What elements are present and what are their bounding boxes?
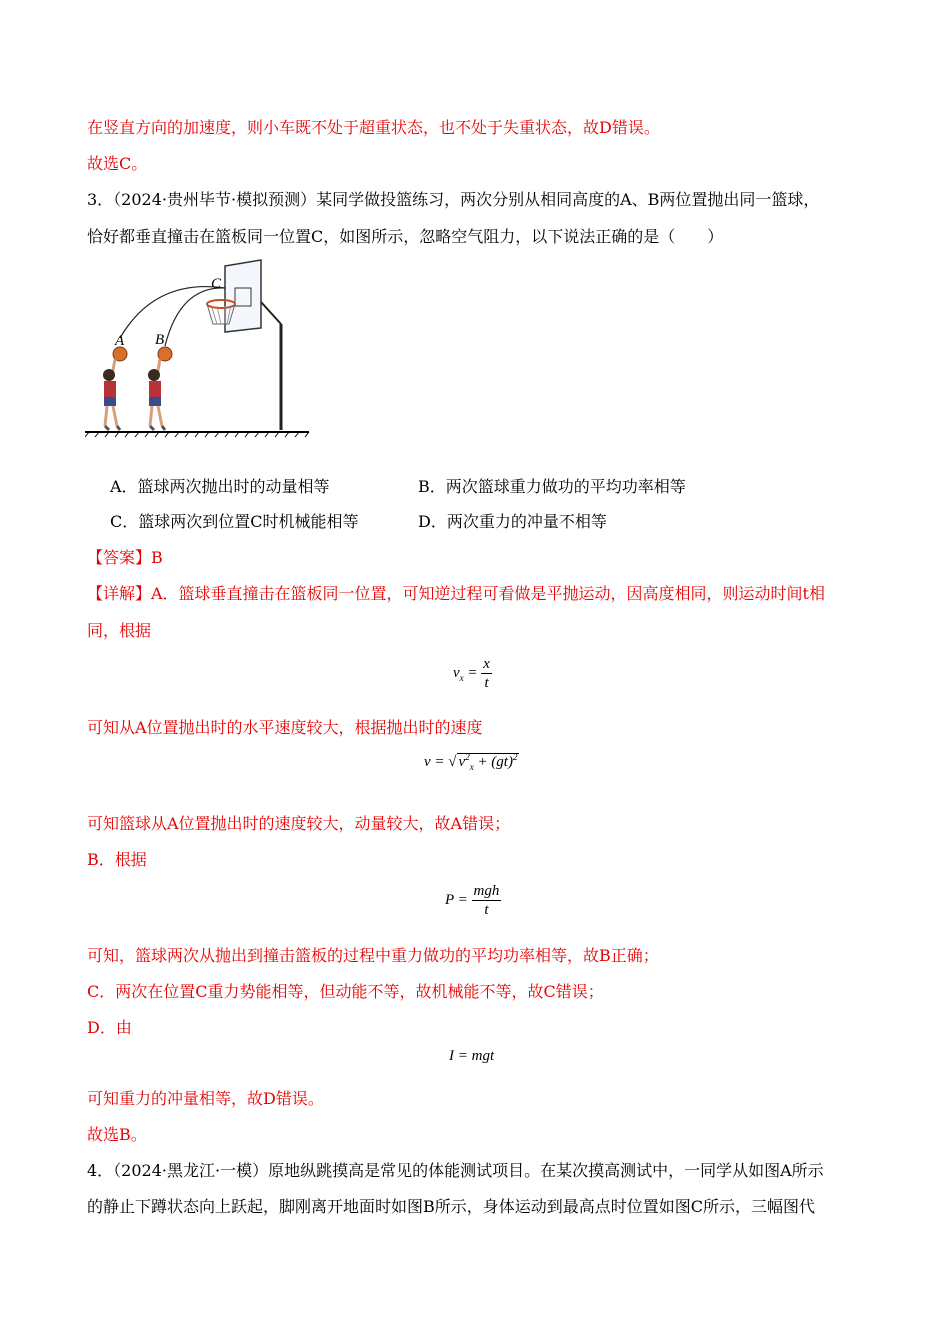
- formula-vx: $v_x$ = $\frac{x}{t}$: [453, 656, 490, 691]
- formula-p: P = $\frac{\text{mgh}}{t}$: [445, 883, 500, 918]
- option-d: D．两次重力的冲量不相等: [418, 512, 607, 531]
- detail-line: B．根据: [87, 850, 147, 869]
- label-a: A: [115, 333, 125, 349]
- option-a: A．篮球两次抛出时的动量相等: [110, 477, 330, 496]
- player-a-icon: [103, 359, 120, 430]
- detail-line: 同，根据: [87, 621, 152, 640]
- text-line: 在竖直方向的加速度，则小车既不处于超重状态，也不处于失重状态，故D错误。: [87, 118, 660, 137]
- detail-line: 【详解】A．篮球垂直撞击在篮板同一位置，可知逆过程可看做是平抛运动，因高度相同，则运动时间t相: [87, 584, 825, 603]
- formula-v: v = √ $v^2_x + (gt)^2$: [424, 752, 518, 772]
- question-3-line-1: 3．（2024·贵州毕节·模拟预测）某同学做投篮练习，两次分别从相同高度的A、B两位置抛出同一篮球，: [87, 190, 820, 209]
- label-c: C: [211, 276, 222, 292]
- detail-line: 可知篮球从A位置抛出时的速度较大，动量较大，故A错误；: [87, 814, 511, 833]
- detail-line: C．两次在位置C重力势能相等，但动能不等，故机械能不等，故C错误；: [87, 982, 604, 1001]
- answer-line: 【答案】B: [87, 548, 163, 567]
- detail-line: D．由: [87, 1018, 132, 1037]
- formula-i: I = mgt: [449, 1048, 495, 1064]
- detail-line: 故选B。: [87, 1125, 147, 1144]
- detail-line: 可知重力的冲量相等，故D错误。: [87, 1089, 324, 1108]
- basketball-figure: [85, 258, 315, 438]
- question-4-line-1: 4．（2024·黑龙江·一模）原地纵跳摸高是常见的体能测试项目。在某次摸高测试中，一同学从如图A所示: [87, 1161, 824, 1180]
- question-3-line-2: 恰好都垂直撞击在篮板同一位置C，如图所示，忽略空气阻力，以下说法正确的是（ ）: [87, 227, 724, 246]
- option-c: C．篮球两次到位置C时机械能相等: [110, 512, 359, 531]
- text-line: 故选C。: [87, 154, 148, 173]
- player-b-icon: [148, 359, 165, 430]
- detail-line: 可知，篮球两次从抛出到撞击篮板的过程中重力做功的平均功率相等，故B正确；: [87, 946, 659, 965]
- detail-line: 可知从A位置抛出时的水平速度较大，根据抛出时的速度: [87, 718, 483, 737]
- question-4-line-2: 的静止下蹲状态向上跃起，脚刚离开地面时如图B所示，身体运动到最高点时位置如图C所示，三幅图代: [87, 1197, 816, 1216]
- option-b: B．两次篮球重力做功的平均功率相等: [418, 477, 686, 496]
- label-b: B: [155, 332, 165, 348]
